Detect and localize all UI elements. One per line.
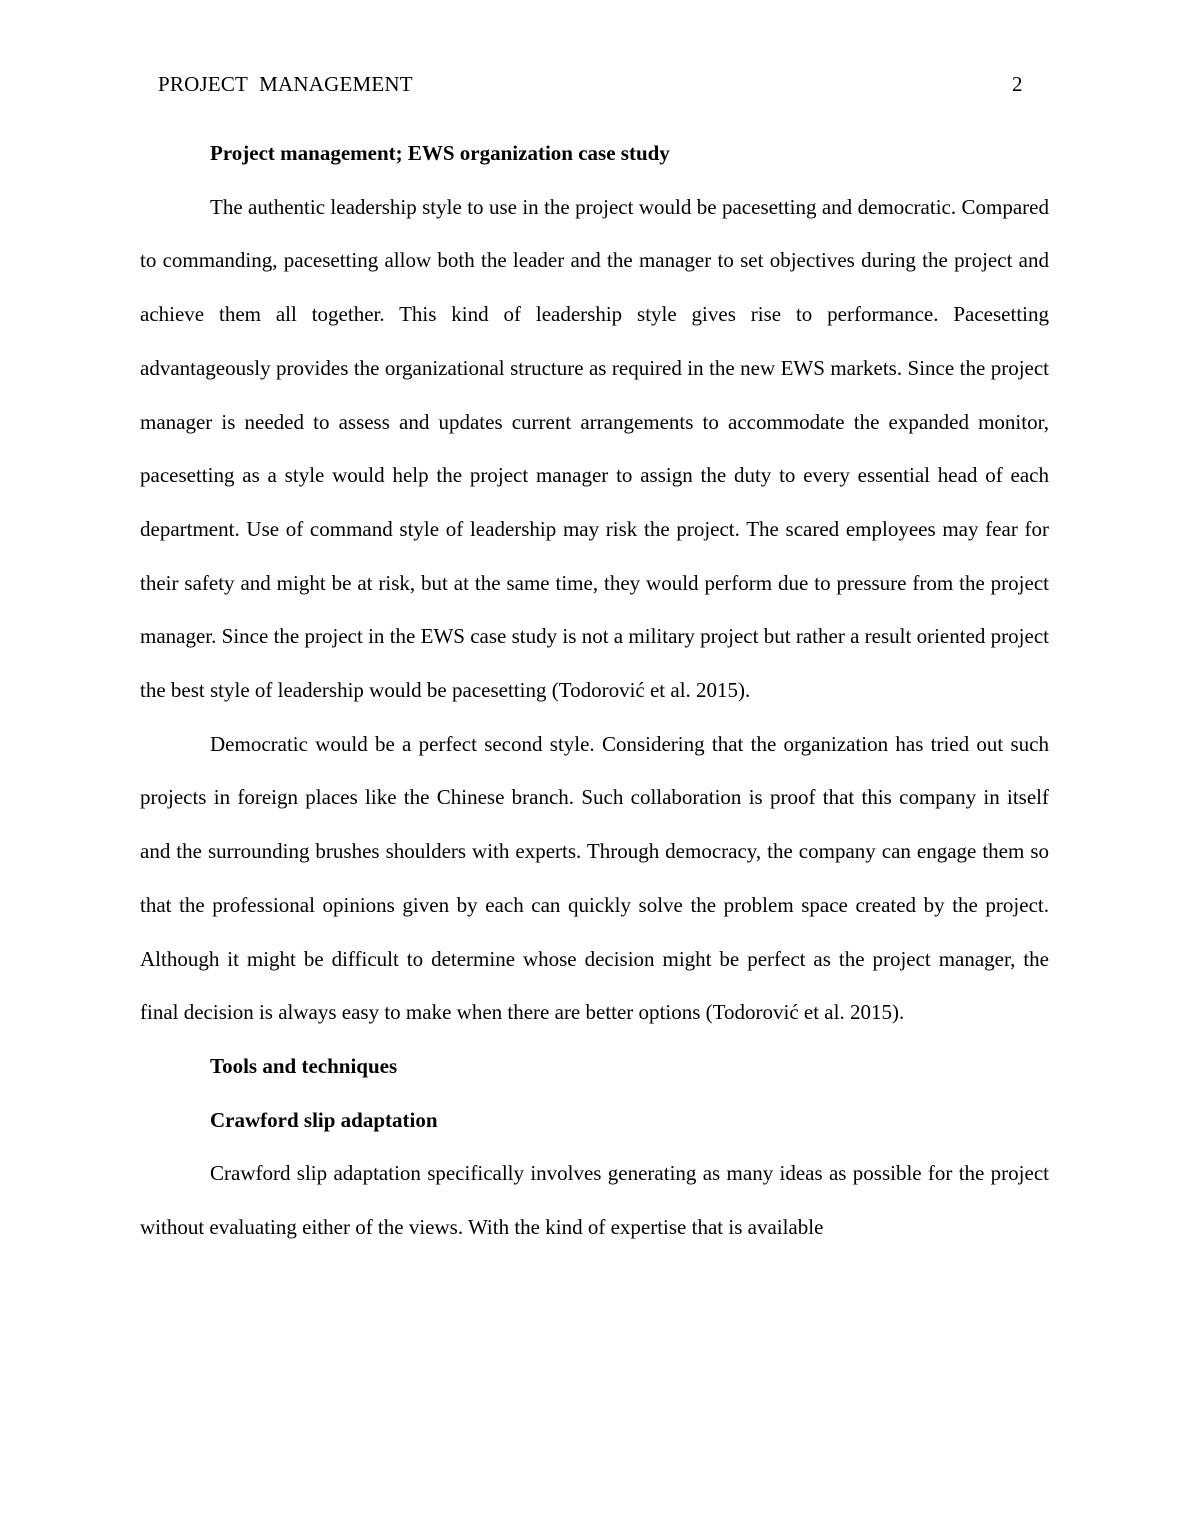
paragraph-crawford-slip: Crawford slip adaptation specifically involves generating as many ideas as possible for the project without evaluating either of the views. With the kind of expertise that is available [140,1161,1049,1240]
document-body [140,127,1049,1255]
running-head: PROJECT MANAGEMENT [158,72,413,96]
paragraph-leadership-style: The authentic leadership style to use in the project would be pacesetting and democratic. Compared to commanding, pacesetting allow both the leader and the manager to set objectives during the project and achieve them all together. This kind of leadership style gives rise to performance. Pacesetting advantageously provides the organizational structure as required in the new EWS markets. Since the project manager is needed to assess and updates current arrangements to accommodate the expanded monitor, pacesetting as a style would help the project manager to assign the duty to every essential head of each department. Use of command style of leadership may risk the project. The scared employees may fear for their safety and might be at risk, but at the same time, they would perform due to pressure from the project manager. Since the project in the EWS case study is not a military project but rather a result oriented project the best style of leadership would be pacesetting (Todorović et al. 2015). [140,194,1049,703]
paragraph-democratic-style: Democratic would be a perfect second style. Considering that the organization has tried out such projects in foreign places like the Chinese branch. Such collaboration is proof that this company in itself and the surrounding brushes shoulders with experts. Through democracy, the company can engage them so that the professional opinions given by each can quickly solve the problem space created by the project. Although it might be difficult to determine whose decision might be perfect as the project manager, the final decision is always easy to make when there are better options (Todorović et al. 2015). [140,731,1049,1025]
page-number: 2 [1012,72,1023,96]
heading-tools-and-techniques: Tools and techniques [210,1053,398,1078]
section-title: Project management; EWS organization case study [210,141,670,165]
heading-crawford-slip: Crawford slip adaptation [210,1107,438,1132]
